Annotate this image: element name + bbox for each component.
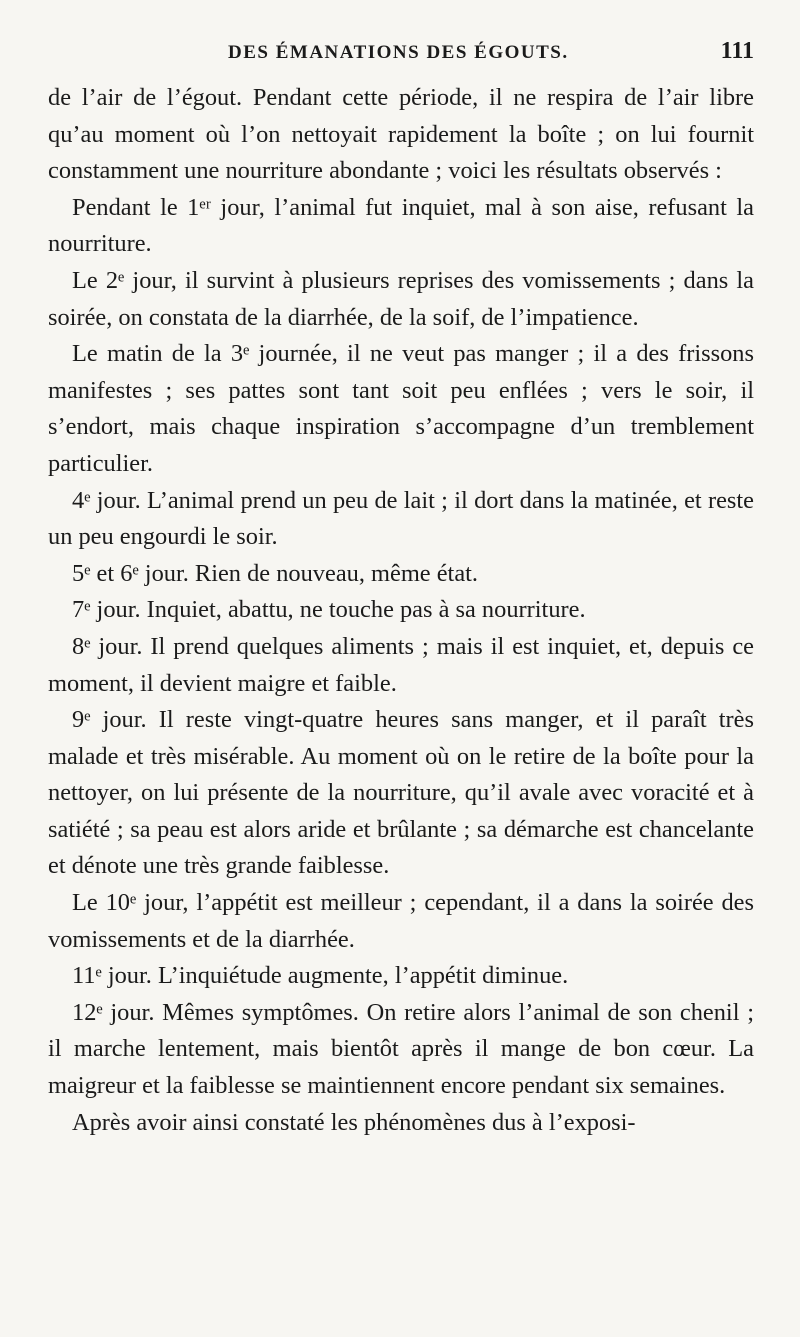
paragraph-day-1: Pendant le 1ᵉʳ jour, l’animal fut inquiet, mal à son aise, refusant la nourriture. [48, 193, 754, 258]
running-title: DES ÉMANATIONS DES ÉGOUTS. [228, 42, 569, 63]
body-text [48, 80, 754, 1141]
paragraph-day-5-6: 5ᵉ et 6ᵉ jour. Rien de nouveau, même état. [72, 559, 479, 587]
paragraph-day-12: 12ᵉ jour. Mêmes symptômes. On retire alors l’animal de son chenil ; il marche lentement, mais bientôt après il mange de bon cœur. La maigreur et la faiblesse se maintiennent encore pendant six semaines. [48, 998, 754, 1100]
paragraph-continuation: de l’air de l’égout. Pendant cette période, il ne respira de l’air libre qu’au moment où l’on nettoyait rapidement la boîte ; on lui fournit constamment une nourriture abondante ; voici les résultats observés : [48, 84, 754, 185]
paragraph-day-8: 8ᵉ jour. Il prend quelques aliments ; mais il est inquiet, et, depuis ce moment, il devient maigre et faible. [48, 632, 754, 697]
paragraph-day-10: Le 10ᵉ jour, l’appétit est meilleur ; cependant, il a dans la soirée des vomissements et de la diarrhée. [48, 889, 754, 953]
page-number: 111 [720, 38, 754, 64]
paragraph-day-11: 11ᵉ jour. L’inquiétude augmente, l’appétit diminue. [72, 962, 569, 990]
paragraph-day-9: 9ᵉ jour. Il reste vingt-quatre heures sans manger, et il paraît très malade et très misérable. Au moment où on le retire de la boîte pour la nettoyer, on lui présente de la nourriture, qu’il avale avec voracité et à satiété ; sa peau est alors aride et brûlante ; sa démarche est chancelante et dénote une très grande faiblesse. [48, 706, 754, 880]
paragraph-conclusion: Après avoir ainsi constaté les phénomènes dus à l’exposi- [72, 1108, 636, 1136]
paragraph-day-2: Le 2ᵉ jour, il survint à plusieurs reprises des vomissements ; dans la soirée, on constata de la diarrhée, de la soif, de l’impatience. [48, 266, 754, 331]
paragraph-day-4: 4ᵉ jour. L’animal prend un peu de lait ; il dort dans la matinée, et reste un peu engourdi le soir. [48, 486, 754, 551]
paragraph-day-3: Le matin de la 3ᵉ journée, il ne veut pas manger ; il a des frissons manifestes ; ses pattes sont tant soit peu enflées ; vers le soir, il s’endort, mais chaque inspiration s’accompagne d’un tremblement particulier. [48, 340, 754, 477]
paragraph-day-7: 7ᵉ jour. Inquiet, abattu, ne touche pas à sa nourriture. [72, 596, 586, 624]
running-head [48, 36, 754, 80]
